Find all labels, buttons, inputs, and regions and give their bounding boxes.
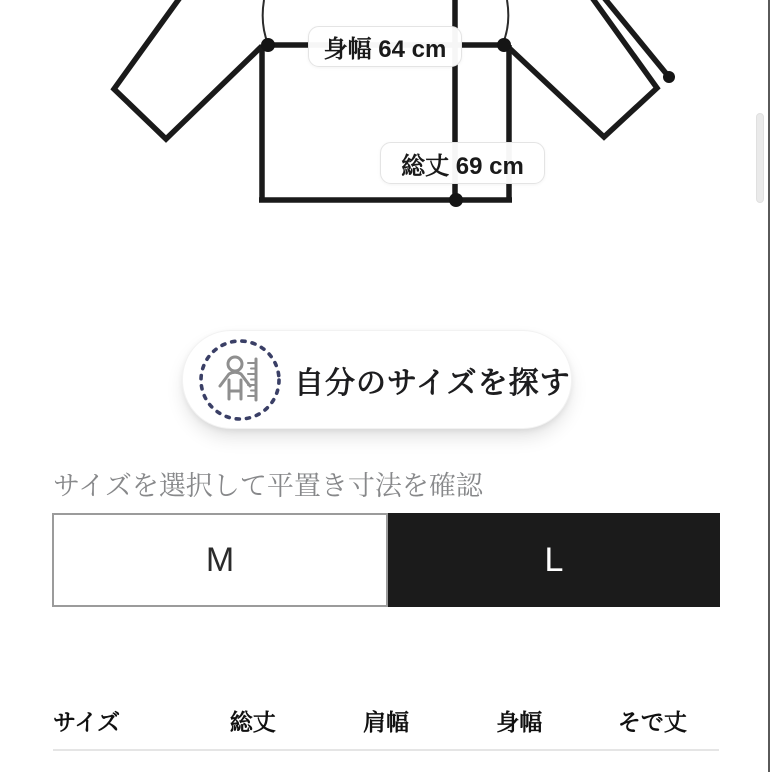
col-body-width: 身幅 bbox=[496, 708, 543, 735]
viewport-right-edge bbox=[768, 0, 770, 772]
measure-endpoint-dot bbox=[449, 193, 463, 207]
col-size: サイズ bbox=[53, 708, 121, 735]
sleeve-measure-line bbox=[601, 0, 669, 77]
right-sleeve-outline bbox=[506, 0, 657, 137]
col-total-length: 総丈 bbox=[229, 708, 276, 735]
measure-endpoint-dot bbox=[261, 38, 275, 52]
find-my-size-label: 自分のサイズを探す bbox=[294, 366, 571, 400]
right-collar-curve bbox=[503, 0, 508, 43]
find-my-size-button[interactable] bbox=[182, 330, 572, 429]
col-shoulder-width: 肩幅 bbox=[362, 708, 409, 735]
left-collar-curve bbox=[263, 0, 268, 44]
size-instruction-text: サイズを選択して平置き寸法を確認 bbox=[53, 471, 483, 501]
left-sleeve-outline bbox=[114, 0, 262, 139]
person-height-ruler-icon bbox=[198, 338, 282, 422]
measure-endpoint-dot bbox=[663, 71, 675, 83]
total-length-measure-label: 総丈 69 cm bbox=[380, 142, 545, 184]
size-option-m[interactable]: M bbox=[52, 513, 388, 607]
measure-endpoint-dot bbox=[497, 38, 511, 52]
size-option-l[interactable]: L bbox=[388, 513, 720, 607]
col-sleeve-length: そで丈 bbox=[617, 708, 687, 735]
size-table-header bbox=[53, 702, 719, 738]
size-selector bbox=[52, 513, 720, 607]
body-width-measure-label: 身幅 64 cm bbox=[308, 26, 462, 67]
table-header-divider bbox=[53, 749, 719, 751]
scrollbar-thumb[interactable] bbox=[756, 113, 764, 203]
